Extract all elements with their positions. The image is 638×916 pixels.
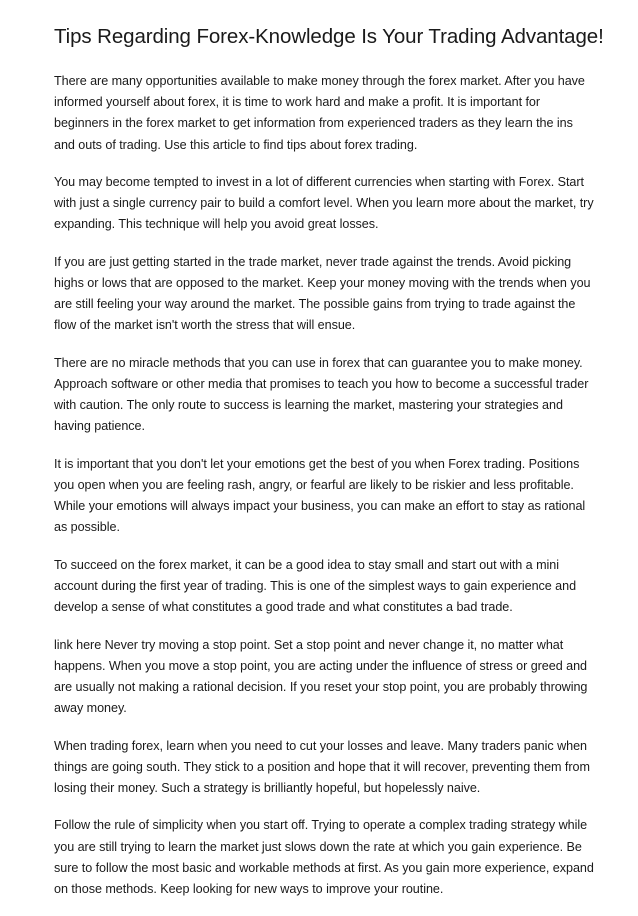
paragraph-9: Follow the rule of simplicity when you start off. Trying to operate a complex trading strategy while you are still trying to learn the market just slows down the rate at which you gain experience. Be sure to follow the most basic and workable methods at first. As you gain more experience, expand on those methods. Keep looking for new ways to improve your routine. bbox=[54, 818, 594, 896]
paragraph-1: There are many opportunities available to make money through the forex market. After you have informed yourself about forex, it is time to work hard and make a profit. It is important for beginners in the forex market to get information from experienced traders as they learn the ins and outs of trading. Use this article to find tips about forex trading. bbox=[54, 74, 585, 152]
paragraph-6: To succeed on the forex market, it can be a good idea to stay small and start out with a mini account during the first year of trading. This is one of the simplest ways to gain experience and develop a sense of what constitutes a good trade and what constitutes a bad trade. bbox=[54, 557, 577, 615]
paragraph-8: When trading forex, learn when you need to cut your losses and leave. Many traders panic when things are going south. They stick to a position and hope that it will recover, preventing them from losing their money. Such a strategy is brilliantly hopeful, but hopelessly naive. bbox=[54, 738, 590, 795]
paragraph-5: It is important that you don't let your emotions get the best of you when Forex trading. Positions you open when you are feeling rash, angry, or fearful are likely to be riskier and less profitable. While your emotions will always impact your business, you can make an effort to stay as rational as possible. bbox=[54, 456, 586, 535]
paragraph-3: If you are just getting started in the trade market, never trade against the trends. Avoid picking highs or lows that are opposed to the market. Keep your money moving with the trends when you are still feeling your way around the market. The possible gains from trying to trade against the flow of the market isn't worth the stress that will ensue. bbox=[54, 254, 591, 333]
page-title: Tips Regarding Forex-Knowledge Is Your Trading Advantage! bbox=[54, 25, 604, 48]
paragraph-7: link here Never try moving a stop point. Set a stop point and never change it, no matter what happens. When you move a stop point, you are acting under the influence of stress or greed and are usually not making a rational decision. If you reset your stop point, you are probably throwing away money. bbox=[54, 637, 588, 716]
paragraph-4: There are no miracle methods that you can use in forex that can guarantee you to make money. Approach software or other media that promises to teach you how to become a successful trader with caution. The only route to success is learning the market, mastering your strategies and having patience. bbox=[54, 355, 589, 434]
document-page bbox=[54, 24, 604, 916]
paragraph-2: You may become tempted to invest in a lot of different currencies when starting with Forex. Start with just a single currency pair to build a comfort level. When you learn more about the market, try expanding. This technique will help you avoid great losses. bbox=[54, 175, 594, 232]
